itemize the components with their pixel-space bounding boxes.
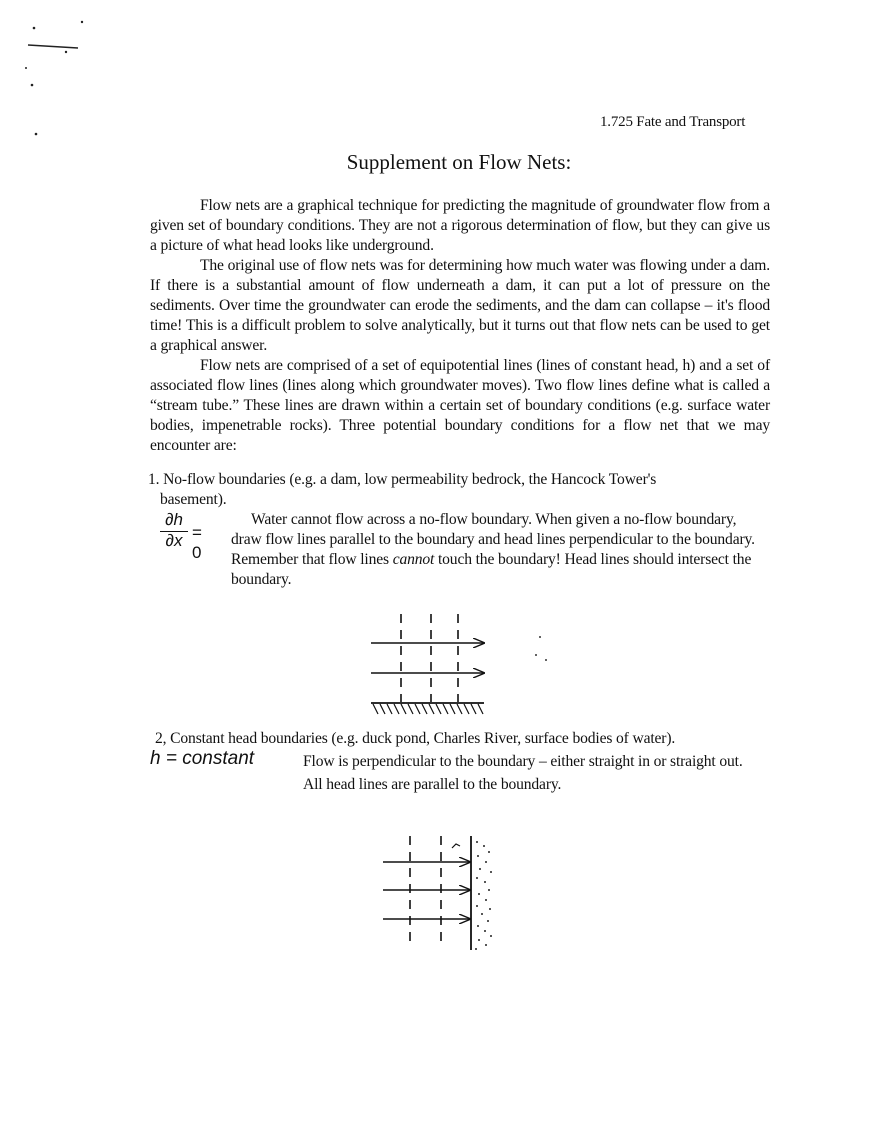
eq-numerator: ∂h [160,510,188,532]
desc-part: touch the boundary! Head lines should intersect the boundary. [231,551,752,588]
list-heading-cont: basement). [160,491,227,508]
eq-rhs: = 0 [192,523,202,562]
constant-head-description: Flow is perpendicular to the boundary – either straight in or straight out. All head lines are parallel to the boundary. [303,753,743,793]
water-body-stipple [475,841,492,950]
constant-head-equation: h = constant [150,748,255,769]
flow-lines [383,862,470,919]
desc-emphasis: cannot [392,551,435,568]
eq-denominator: ∂x [165,531,183,550]
desc-part: Water cannot flow across a no-flow boundary. When given a no-flow boundary, draw flow lines parallel to the boundary and head lines perpendicular to the boundary. Remember that flow lines [231,511,755,568]
head-lines [410,836,441,946]
list-heading: 1. No-flow boundaries (e.g. a dam, low permeability bedrock, the Hancock Tower's [148,471,657,488]
paragraph: Flow nets are a graphical technique for predicting the magnitude of groundwater flow from a given set of boundary conditions. They are not a rigorous determination of flow, but they can give us a picture of what head looks like underground. [150,197,770,254]
page-title: Supplement on Flow Nets: [346,150,572,174]
course-header: 1.725 Fate and Transport [600,114,746,130]
paragraph: The original use of flow nets was for determining how much water was flowing under a dam. If there is a substantial amount of flow underneath a dam, it can put a lot of pressure on the sediments. Over time the groundwater can erode the sediments, and the dam can collapse – it's flood time! This is a difficult problem to solve analytically, but it turns out that flow nets can be used to get a graphical answer. [150,257,770,354]
list-heading: 2, Constant head boundaries (e.g. duck pond, Charles River, surface bodies of water). [155,730,676,747]
paragraph: Flow nets are comprised of a set of equipotential lines (lines of constant head, h) and a set of associated flow lines (lines along which groundwater moves). Two flow lines define what is called a “stream tube.” These lines are drawn within a certain set of boundary conditions (e.g. surface water bodies, impenetrable rocks). Three potential boundary conditions for a flow net that we may encounter are: [150,357,770,454]
